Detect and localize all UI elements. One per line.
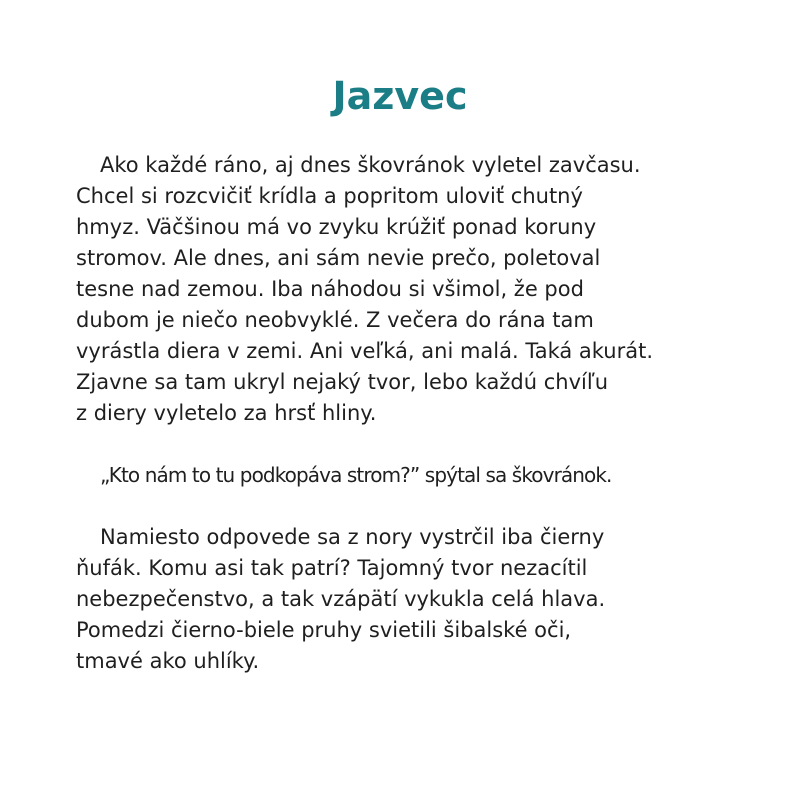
paragraph-2	[76, 460, 736, 491]
page-title: Jazvec	[332, 74, 468, 118]
text-line: tmavé ako uhlíky.	[76, 649, 260, 673]
text-line: z diery vyletelo za hrsť hliny.	[76, 401, 377, 425]
text-line: Zjavne sa tam ukryl nejaký tvor, lebo každú chvíľu	[76, 370, 609, 394]
text-line: Ako každé ráno, aj dnes škovránok vyletel zavčasu.	[100, 153, 641, 177]
text-line: Namiesto odpovede sa z nory vystrčil iba čierny	[100, 525, 605, 549]
text-line: stromov. Ale dnes, ani sám nevie prečo, poletoval	[76, 246, 601, 270]
paragraph-1	[76, 150, 736, 429]
text-line: tesne nad zemou. Iba náhodou si všimol, že pod	[76, 277, 584, 301]
text-line: dubom je niečo neobvyklé. Z večera do rána tam	[76, 308, 594, 332]
text-line: ňufák. Komu asi tak patrí? Tajomný tvor nezacítil	[76, 556, 588, 580]
story-body	[76, 150, 736, 708]
text-line: Chcel si rozcvičiť krídla a popritom uloviť chutný	[76, 184, 583, 208]
text-line: vyrástla diera v zemi. Ani veľká, ani malá. Taká akurát.	[76, 339, 654, 363]
text-line: nebezpečenstvo, a tak vzápätí vykukla celá hlava.	[76, 587, 606, 611]
text-line: „Kto nám to tu podkopáva strom?” spýtal sa škovránok.	[100, 463, 612, 487]
text-line: Pomedzi čierno-biele pruhy svietili šibalské oči,	[76, 618, 572, 642]
text-line: hmyz. Väčšinou má vo zvyku krúžiť ponad koruny	[76, 215, 597, 239]
paragraph-3	[76, 522, 736, 677]
